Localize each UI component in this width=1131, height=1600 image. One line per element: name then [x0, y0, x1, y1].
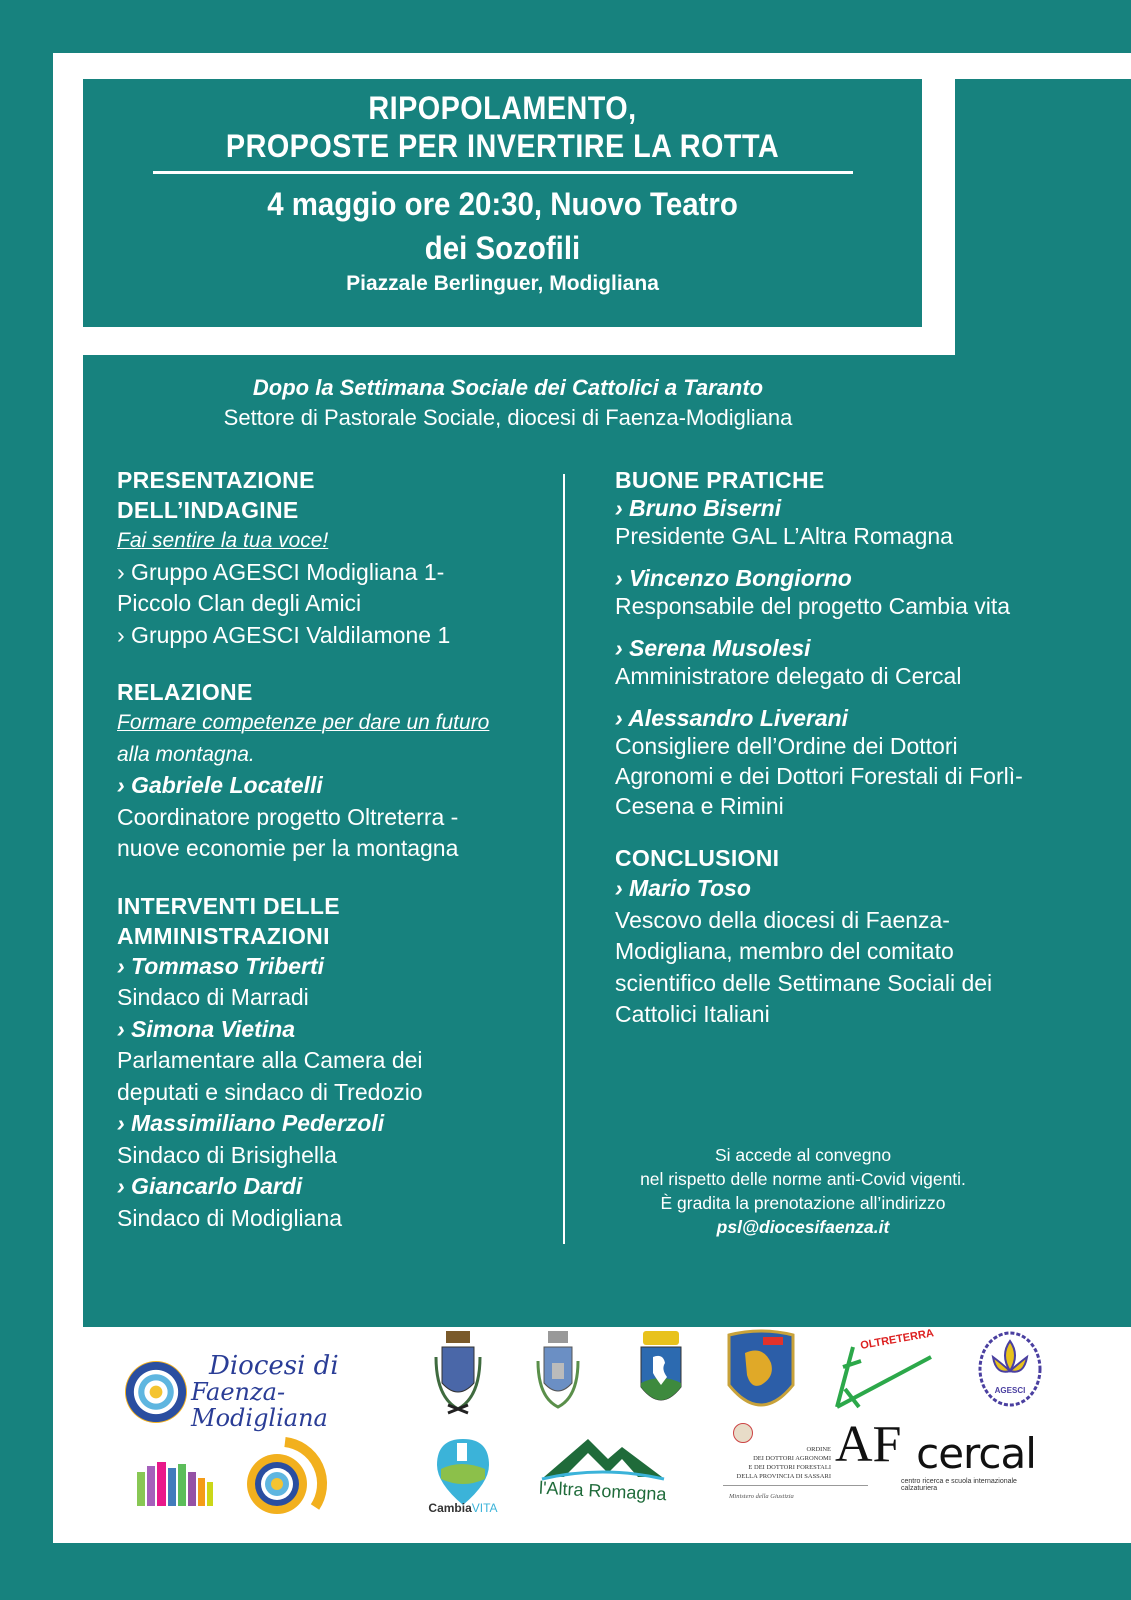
speaker-name: › Bruno Biserni — [615, 495, 782, 521]
ministero-label: Ministero della Giustizia — [729, 1493, 794, 1500]
altra-romagna-logo — [533, 1427, 673, 1507]
heading-line: INTERVENTI DELLE — [117, 892, 340, 919]
speaker — [615, 565, 1035, 621]
date-line-1: 4 maggio ore 20:30, Nuovo Teatro — [267, 186, 738, 222]
column-divider — [563, 474, 565, 1244]
note-line: nel rispetto delle norme anti-Covid vigenti. — [640, 1169, 966, 1189]
title-line-1: RIPOPOLAMENTO, — [368, 90, 637, 126]
cambiavita-logo — [413, 1422, 513, 1527]
speaker-name: › Vincenzo Bongiorno — [615, 565, 852, 591]
ordine-line: E DEI DOTTORI FORESTALI — [748, 1464, 831, 1471]
speaker-role: Vescovo della diocesi di Faenza-Modigliana, membro del comitato scientifico delle Settimane Sociali dei Cattolici Italiani — [615, 906, 993, 1027]
marradi-crest — [428, 1327, 488, 1417]
ordine-text — [723, 1445, 831, 1481]
speaker-role: Responsabile del progetto Cambia vita — [615, 593, 1011, 619]
speaker-role: nuove economie per la montagna — [117, 835, 459, 861]
event-date — [117, 182, 889, 270]
ordine-line: ORDINE — [806, 1446, 831, 1453]
section-conclusioni — [615, 843, 1035, 1031]
cercal-logo — [901, 1425, 1051, 1495]
section-subtitle — [117, 707, 547, 770]
speaker-role: Sindaco di Marradi — [117, 984, 309, 1010]
left-column — [117, 465, 547, 1260]
crest-icon — [631, 1327, 691, 1417]
ordine-agronomi-logo — [723, 1416, 902, 1527]
modigliana-crest — [723, 1327, 799, 1417]
section-heading: RELAZIONE — [117, 679, 253, 705]
diocesi-line: Diocesi di — [209, 1351, 339, 1381]
speaker-role: Consigliere dell’Ordine dei Dottori Agronomi e dei Dottori Forestali di Forlì-Cesena e Rimini — [615, 733, 1023, 819]
speaker-name: › Alessandro Liverani — [615, 705, 849, 731]
altra-romagna-label: l'Altra Romagna — [538, 1477, 668, 1504]
speaker-name: › Tommaso Triberti — [117, 952, 325, 979]
diocesi-line: Faenza-Modigliana — [191, 1378, 328, 1432]
cambiavita-label-b: VITA — [471, 1500, 498, 1515]
brisighella-crest — [631, 1327, 691, 1417]
sponsor-logos — [83, 1327, 1131, 1543]
speaker-name: › Serena Musolesi — [615, 635, 811, 661]
heading-line: DELL’INDAGINE — [117, 497, 299, 523]
list-item: › Gruppo AGESCI Valdilamone 1 — [117, 621, 451, 648]
speaker-role: Sindaco di Brisighella — [117, 1141, 337, 1168]
speaker-role: Coordinatore progetto Oltreterra - — [117, 803, 459, 830]
oltreterra-logo — [823, 1327, 943, 1417]
cambiavita-label-a: Cambia — [428, 1500, 472, 1515]
speaker-role: Sindaco di Modigliana — [117, 1204, 343, 1231]
section-relazione — [117, 677, 547, 865]
diocesi-emblem-icon — [125, 1361, 187, 1423]
diocesi-name — [191, 1353, 395, 1431]
crest-icon — [723, 1327, 799, 1417]
heading-line: AMMINISTRAZIONI — [117, 922, 330, 949]
section-heading: CONCLUSIONI — [615, 845, 780, 871]
cercal-caption: centro ricerca e scuola internazionale calzaturiera — [901, 1477, 1017, 1492]
speaker-role: Amministratore delegato di Cercal — [615, 663, 962, 689]
title-line-2: PROPOSTE PER INVERTIRE LA ROTTA — [225, 128, 780, 164]
speaker-name: › Giancarlo Dardi — [117, 1173, 303, 1199]
heading-line: PRESENTAZIONE — [117, 467, 315, 493]
section-heading: BUONE PRATICHE — [615, 467, 825, 493]
agesci-fleur-icon — [975, 1327, 1045, 1417]
settimana-sociale-logo — [135, 1432, 335, 1522]
decorative-strip — [955, 79, 1131, 359]
ordine-rule — [723, 1485, 868, 1486]
speaker — [615, 635, 1035, 691]
crest-icon — [428, 1327, 488, 1417]
speaker-name: › Massimiliano Pederzoli — [117, 1110, 385, 1136]
speaker-name: › Simona Vietina — [117, 1015, 296, 1042]
diocesi-logo — [125, 1351, 395, 1432]
booking-note — [583, 1143, 1023, 1239]
mountains-icon — [538, 1433, 668, 1481]
section-heading — [117, 465, 547, 525]
speaker-role: Presidente GAL L’Altra Romagna — [615, 523, 953, 549]
section-interventi — [117, 891, 547, 1235]
list-item: › Gruppo AGESCI Modigliana 1- — [117, 558, 445, 585]
crest-icon — [528, 1327, 588, 1417]
people-roundel-icon — [135, 1432, 335, 1522]
event-header — [83, 79, 922, 327]
subtitle-line: alla montagna. — [117, 742, 255, 766]
section-presentazione — [117, 465, 547, 651]
section-buone-pratiche — [615, 465, 1035, 821]
cercal-wordmark: cercal — [916, 1428, 1036, 1478]
map-pin-icon — [433, 1435, 493, 1505]
event-title — [125, 89, 880, 165]
speaker — [615, 705, 1035, 821]
speaker — [615, 495, 1035, 551]
republic-emblem-icon — [733, 1423, 753, 1443]
date-line-2: dei Sozofili — [424, 230, 581, 266]
ordine-line: DEI DOTTORI AGRONOMI — [753, 1455, 831, 1462]
oltreterra-figure-icon — [823, 1327, 943, 1417]
intro-line-2: Settore di Pastorale Sociale, diocesi di Faenza-Modigliana — [223, 405, 793, 430]
agesci-logo — [975, 1327, 1045, 1417]
ordine-line: DELLA PROVINCIA DI SASSARI — [736, 1473, 831, 1480]
note-line: È gradita la prenotazione all’indirizzo — [660, 1193, 946, 1213]
subtitle-line: Formare competenze per dare un futuro — [117, 711, 490, 734]
section-heading — [117, 891, 547, 951]
agesci-label: AGESCI — [994, 1386, 1026, 1395]
list-item: Piccolo Clan degli Amici — [117, 590, 362, 616]
cambiavita-label — [428, 1501, 497, 1515]
oltreterra-label: OLTRETERRA — [859, 1327, 935, 1352]
intro-line-1: Dopo la Settimana Sociale dei Cattolici a Taranto — [252, 375, 764, 400]
right-column — [615, 465, 1035, 1057]
speaker-name: › Gabriele Locatelli — [117, 772, 323, 798]
note-line: Si accede al convegno — [714, 1145, 892, 1165]
program-box — [83, 355, 1131, 1327]
header-divider — [153, 171, 853, 174]
email-link[interactable]: psl@diocesifaenza.it — [716, 1217, 890, 1237]
event-address: Piazzale Berlinguer, Modigliana — [346, 272, 659, 295]
section-subtitle: Fai sentire la tua voce! — [117, 529, 329, 552]
tredozio-crest — [528, 1327, 588, 1417]
speaker-name: › Mario Toso — [615, 875, 751, 901]
ordine-mark: AF — [835, 1416, 902, 1473]
speaker-role: Parlamentare alla Camera dei deputati e sindaco di Tredozio — [117, 1047, 423, 1105]
intro — [83, 373, 933, 433]
